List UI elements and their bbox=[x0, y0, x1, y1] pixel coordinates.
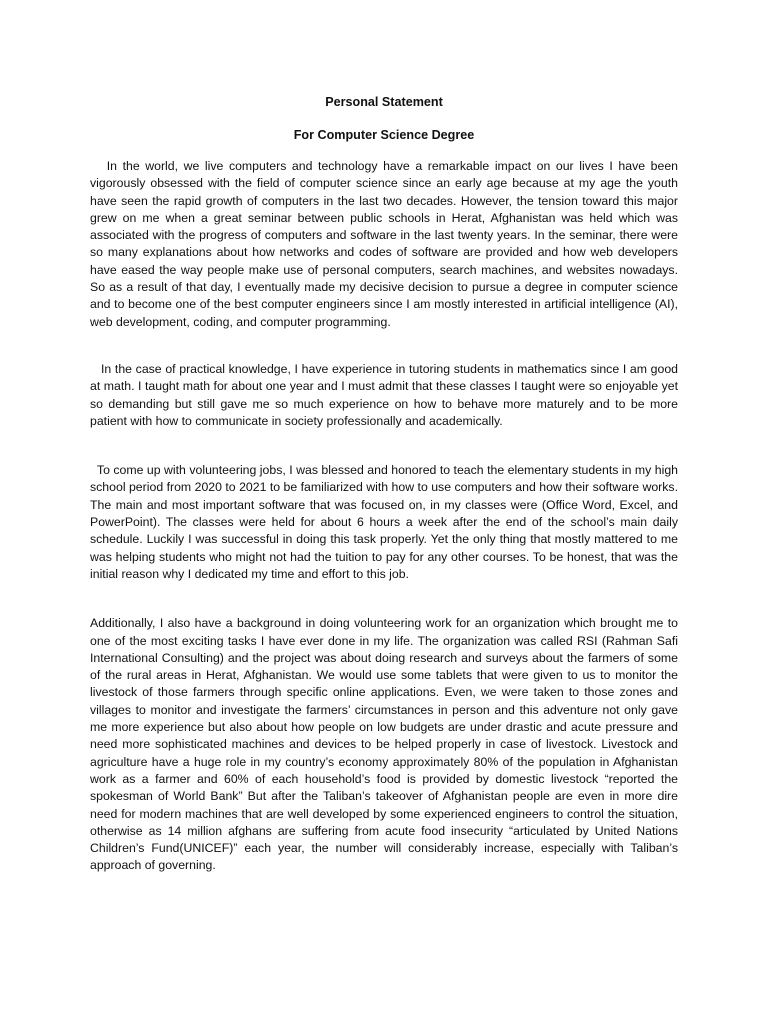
paragraph-introduction: In the world, we live computers and technology have a remarkable impact on our lives I have been vigorously obsessed with the field of computer science since an early age because at my age the youth have seen the rapid growth of computers in the last two decades. However, the tension toward this major grew on me when a great seminar between public schools in Herat, Afghanistan was held which was associated with the progress of computers and software in the last twenty years. In the seminar, there were so many explanations about how networks and codes of software are provided and how web developers have eased the way people make use of personal computers, search machines, and websites nowadays. So as a result of that day, I eventually made my decisive decision to pursue a degree in computer science and to become one of the best computer engineers since I am mostly interested in artificial intelligence (AI), web development, coding, and computer programming. bbox=[90, 159, 682, 329]
document-title: Personal Statement bbox=[325, 95, 443, 109]
document-subtitle: For Computer Science Degree bbox=[293, 128, 475, 142]
paragraph-rsi-volunteering: Additionally, I also have a background in doing volunteering work for an organization which brought me to one of the most exciting tasks I have ever done in my life. The organization was called RSI (Rahman Safi International Consulting) and the project was about doing research and surveys about the farmers of some of the rural areas in Herat, Afghanistan. We would use some tablets that were given to us to monitor the livestock of those farmers through specific online applications. Even, we were taken to those zones and villages to monitor and investigate the farmers’ circumstances in person and this adventure not only gave me more experience but also about how people on low budgets are under drastic and acute pressure and need more sophisticated machines and devices to be helped properly in case of livestock. Livestock and agriculture have a huge role in my country’s economy approximately 80% of the population in Afghanistan work as a farmer and 60% of each household’s food is provided by domestic livestock “reported the spokesman of World Bank” But after the Taliban’s takeover of Afghanistan people are even in more dire need for modern machines that are well developed by some experienced engineers to control the situation, otherwise as 14 million afghans are suffering from acute food insecurity “articulated by United Nations Children’s Fund(UNICEF)” each year, the number will considerably increase, especially with Taliban’s approach of governing. bbox=[90, 616, 682, 873]
paragraph-tutoring: In the case of practical knowledge, I have experience in tutoring students in mathematics since I am good at math. I taught math for about one year and I must admit that these classes I taught were so enjoyable yet so demanding but still gave me so much experience on how to behave more maturely and to be more patient with how to communicate in society professionally and academically. bbox=[90, 361, 682, 428]
paragraph-volunteering-teaching: To come up with volunteering jobs, I was blessed and honored to teach the elementary students in my high school period from 2020 to 2021 to be familiarized with how to use computers and how their software works. The main and most important software that was focused on, in my classes were (Office Word, Excel, and PowerPoint). The classes were held for about 6 hours a week after the end of the school’s main daily schedule. Luckily I was successful in doing this task properly. Yet the only thing that mostly mattered to me was helping students who might not had the tuition to pay for any other courses. To be honest, that was the initial reason why I dedicated my time and effort to this job. bbox=[90, 463, 682, 581]
document-body bbox=[90, 94, 682, 875]
